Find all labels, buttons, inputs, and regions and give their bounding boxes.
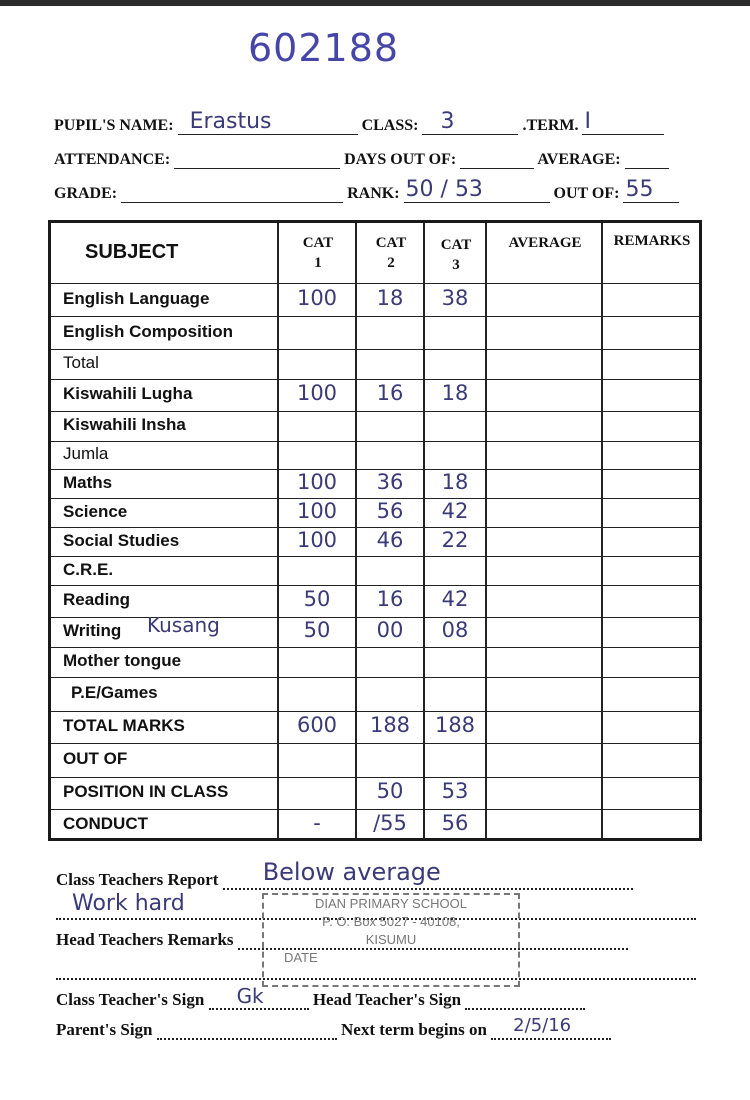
table-row-subject: Social Studies	[63, 530, 180, 550]
cat3-col-word: CAT	[440, 237, 472, 253]
cat2-col-word: CAT	[375, 235, 407, 251]
stamp-line-4: DATE	[284, 950, 318, 965]
cat3-col-num: 3	[452, 257, 460, 273]
marks-table	[48, 220, 702, 841]
grade-row	[54, 177, 679, 203]
class-teacher-report-line2: Work hard	[72, 891, 185, 916]
class-field[interactable]	[422, 109, 518, 135]
grade-field[interactable]	[121, 180, 343, 203]
term-value: I	[584, 109, 591, 134]
table-cell-cat1[interactable]: 100	[296, 527, 338, 552]
next-term-field[interactable]	[491, 1015, 611, 1040]
table-cell-cat2[interactable]: 56	[376, 498, 404, 523]
attendance-field[interactable]	[174, 146, 340, 169]
cat3-col-header	[425, 235, 487, 275]
table-row-subject: Jumla	[63, 444, 109, 463]
class-label: CLASS:	[361, 117, 419, 134]
head-teacher-sign-field[interactable]	[465, 990, 585, 1010]
table-cell-cat2[interactable]: 46	[376, 527, 404, 552]
row-divider	[51, 585, 699, 586]
pupil-name-label: PUPIL'S NAME:	[54, 117, 174, 134]
table-cell-cat1[interactable]: -	[313, 811, 321, 835]
row-divider	[51, 777, 699, 778]
out-of-label: OUT OF:	[553, 185, 620, 202]
writing-note: Kusang	[147, 613, 220, 637]
table-cell-cat3[interactable]: 38	[441, 285, 469, 310]
row-divider	[51, 647, 699, 648]
table-row-subject: POSITION IN CLASS	[63, 782, 229, 801]
table-row-subject: English Composition	[63, 321, 233, 341]
class-teacher-sign-field[interactable]	[209, 984, 309, 1010]
attendance-row	[54, 146, 669, 169]
row-divider	[51, 316, 699, 317]
row-divider	[51, 677, 699, 678]
days-out-of-field[interactable]	[460, 146, 534, 169]
table-cell-cat3[interactable]: 56	[441, 811, 469, 835]
table-row-subject: CONDUCT	[63, 814, 148, 833]
cat1-col-header	[279, 233, 357, 273]
table-row-subject: Kiswahili Lugha	[63, 384, 193, 403]
table-cell-cat1[interactable]: 50	[303, 587, 331, 611]
table-cell-cat3[interactable]: 42	[441, 498, 469, 523]
table-cell-cat3[interactable]: 22	[441, 527, 469, 552]
parent-sign-row	[56, 1015, 611, 1040]
subject-col-header: SUBJECT	[85, 241, 179, 263]
table-cell-cat2[interactable]: 18	[376, 285, 404, 310]
cat2-col-header	[357, 233, 425, 273]
rank-label: RANK:	[347, 185, 400, 202]
parent-sign-label: Parent's Sign	[56, 1020, 153, 1039]
table-row-subject: English Language	[63, 288, 210, 308]
table-row-subject: P.E/Games	[71, 683, 158, 702]
table-row-subject: Reading	[63, 590, 131, 609]
class-teacher-report-label: Class Teachers Report	[56, 870, 219, 889]
table-cell-cat2[interactable]: 36	[376, 469, 404, 494]
next-term-label: Next term begins on	[341, 1020, 487, 1039]
days-out-of-label: DAYS OUT OF:	[344, 151, 457, 168]
table-cell-cat2[interactable]: 50	[376, 779, 404, 803]
table-cell-cat2[interactable]: 16	[376, 381, 404, 405]
row-divider	[51, 556, 699, 557]
stamp-line-1: DIAN PRIMARY SCHOOL	[315, 896, 467, 911]
table-row-subject: OUT OF	[63, 749, 128, 768]
cat2-col-num: 2	[387, 255, 395, 271]
head-teacher-remarks-label: Head Teachers Remarks	[56, 930, 234, 949]
parent-sign-field[interactable]	[157, 1020, 337, 1040]
table-cell-cat1[interactable]: 100	[296, 285, 338, 310]
table-row-subject: Total	[63, 353, 99, 372]
class-teacher-report-value: Below average	[262, 858, 441, 886]
next-term-value: 2/5/16	[513, 1015, 572, 1036]
table-cell-cat1[interactable]: 600	[296, 713, 338, 737]
table-row-subject: TOTAL MARKS	[63, 716, 185, 735]
school-stamp	[262, 893, 520, 987]
row-divider	[51, 809, 699, 810]
class-value: 3	[440, 109, 455, 134]
average-label: AVERAGE:	[537, 151, 621, 168]
cat1-col-word: CAT	[302, 235, 334, 251]
row-divider	[51, 349, 699, 350]
table-cell-cat1[interactable]: 100	[296, 381, 338, 405]
table-cell-cat3[interactable]: 08	[441, 618, 469, 642]
table-cell-cat3[interactable]: 53	[441, 779, 469, 803]
grade-label: GRADE:	[54, 185, 118, 202]
class-teacher-sign-value: Gk	[236, 984, 264, 1008]
cat1-col-num: 1	[314, 255, 322, 271]
out-of-field[interactable]	[623, 177, 679, 203]
scan-edge	[0, 0, 750, 20]
table-cell-cat3[interactable]: 188	[434, 713, 476, 737]
pupil-name-row	[54, 109, 664, 135]
table-cell-cat3[interactable]: 18	[441, 469, 469, 494]
row-divider	[51, 441, 699, 442]
row-divider	[51, 743, 699, 744]
table-cell-cat1[interactable]: 50	[303, 618, 331, 642]
table-cell-cat1[interactable]: 100	[296, 498, 338, 523]
pupil-name-value: Erastus	[189, 109, 272, 134]
remarks-col-header: REMARKS	[613, 233, 691, 249]
stamp-line-2: P. O. Box 5027 - 40108,	[322, 914, 460, 929]
row-divider	[51, 283, 699, 284]
pupil-name-field[interactable]	[178, 109, 358, 135]
table-cell-cat2[interactable]: 00	[376, 618, 404, 642]
term-label: .TERM.	[522, 117, 579, 134]
rank-field[interactable]	[404, 177, 550, 203]
head-teacher-sign-label: Head Teacher's Sign	[312, 990, 462, 1009]
class-teacher-sign-label: Class Teacher's Sign	[56, 990, 205, 1009]
table-cell-cat2[interactable]: 16	[376, 587, 404, 611]
serial-number: 602188	[248, 26, 400, 70]
out-of-value: 55	[625, 177, 654, 202]
signature-row	[56, 984, 585, 1010]
row-divider	[51, 379, 699, 380]
row-divider	[51, 411, 699, 412]
table-row-subject: Maths	[63, 472, 113, 492]
attendance-label: ATTENDANCE:	[54, 151, 171, 168]
class-teacher-report-field[interactable]	[223, 858, 633, 890]
table-cell-cat2[interactable]: 188	[369, 713, 411, 737]
row-divider	[51, 711, 699, 712]
table-row-subject: C.R.E.	[63, 559, 114, 579]
table-cell-cat3[interactable]: 18	[441, 381, 469, 405]
rank-value: 50 / 53	[405, 177, 483, 202]
table-row-subject: Mother tongue	[63, 651, 182, 670]
table-cell-cat3[interactable]: 42	[441, 587, 469, 611]
table-cell-cat1[interactable]: 100	[296, 469, 338, 494]
average-col-header: AVERAGE	[508, 235, 582, 251]
table-row-subject: Science	[63, 501, 128, 521]
average-field[interactable]	[625, 146, 669, 169]
class-teacher-report-row	[56, 858, 633, 890]
term-field[interactable]	[582, 109, 664, 135]
stamp-line-3: KISUMU	[365, 932, 417, 947]
table-row-subject: Kiswahili Insha	[63, 415, 186, 434]
table-cell-cat2[interactable]: /55	[373, 811, 407, 835]
table-row-subject: Writing	[63, 621, 122, 640]
